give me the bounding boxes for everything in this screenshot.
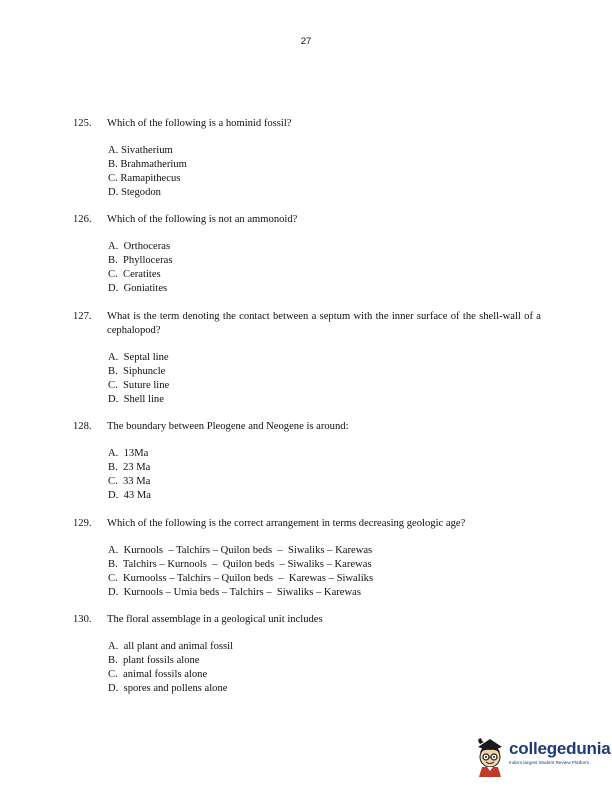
question-number: 126. bbox=[73, 214, 92, 225]
option-d: D. Shell line bbox=[108, 394, 164, 405]
question-text: Which of the following is the correct arrangement in terms decreasing geologic age? bbox=[107, 518, 466, 529]
question-text: The boundary between Pleogene and Neogene is around: bbox=[107, 421, 349, 432]
option-b: B. Brahmatherium bbox=[108, 159, 187, 170]
option-c: C. animal fossils alone bbox=[108, 669, 208, 680]
option-d: D. Goniatites bbox=[108, 283, 168, 294]
question-number: 125. bbox=[73, 118, 92, 129]
question-text: Which of the following is a hominid fossil? bbox=[107, 118, 292, 129]
question-text: What is the term denoting the contact between a septum with the inner surface of the shell-wall of a cephalopod? bbox=[107, 311, 541, 336]
option-d: D. Stegodon bbox=[108, 187, 161, 198]
question-text: The floral assemblage in a geological unit includes bbox=[107, 614, 323, 625]
option-d: D. 43 Ma bbox=[108, 490, 151, 501]
option-a: A. Sivatherium bbox=[108, 145, 173, 156]
option-a: A. Orthoceras bbox=[108, 241, 171, 252]
question-number: 129. bbox=[73, 518, 92, 529]
option-b: B. plant fossils alone bbox=[108, 655, 200, 666]
option-b: B. Phylloceras bbox=[108, 255, 173, 266]
question-number: 128. bbox=[73, 421, 92, 432]
option-a: A. all plant and animal fossil bbox=[108, 641, 234, 652]
option-c: C. Ceratites bbox=[108, 269, 161, 280]
option-c: C. 33 Ma bbox=[108, 476, 151, 487]
question-number: 130. bbox=[73, 614, 92, 625]
option-b: B. Siphuncle bbox=[108, 366, 166, 377]
mascot-icon bbox=[472, 733, 508, 777]
option-c: C. Kurnoolss – Talchirs – Quilon beds – Karewas – Siwaliks bbox=[108, 573, 374, 584]
option-a: A. Kurnools – Talchirs – Quilon beds – Siwaliks – Karewas bbox=[108, 545, 373, 556]
option-a: A. 13Ma bbox=[108, 448, 149, 459]
option-d: D. spores and pollens alone bbox=[108, 683, 228, 694]
option-d: D. Kurnools – Umia beds – Talchirs – Siwaliks – Karewas bbox=[108, 587, 361, 598]
option-b: B. Talchirs – Kurnools – Quilon beds – Siwaliks – Karewas bbox=[108, 559, 372, 570]
question-text: Which of the following is not an ammonoid? bbox=[107, 214, 298, 225]
question-number: 127. bbox=[73, 311, 92, 322]
option-b: B. 23 Ma bbox=[108, 462, 151, 473]
logo-tagline: India's largest Student Review Platform bbox=[509, 760, 590, 765]
option-c: C. Suture line bbox=[108, 380, 170, 391]
option-c: C. Ramapithecus bbox=[108, 173, 181, 184]
option-a: A. Septal line bbox=[108, 352, 169, 363]
page-number: 27 bbox=[300, 36, 312, 47]
logo-name: collegedunia bbox=[509, 739, 611, 758]
collegedunia-logo[interactable] bbox=[472, 733, 611, 777]
